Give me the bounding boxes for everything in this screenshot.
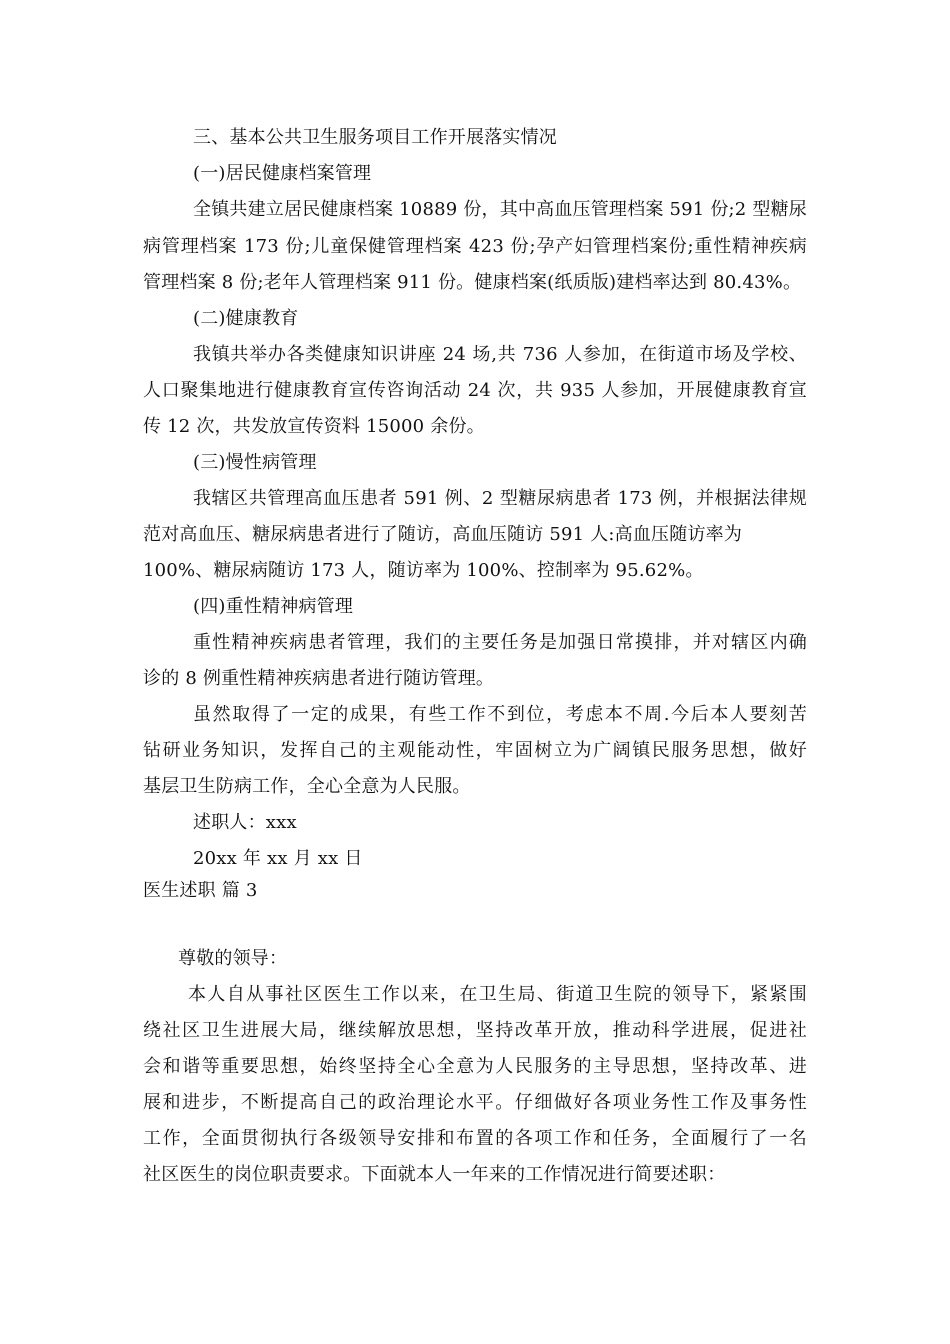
- paragraph-line: 范对高血压、糖尿病患者进行了随访，高血压随访 591 人:高血压随访率为: [143, 524, 743, 545]
- paragraph-line: 病管理档案 173 份;儿童保健管理档案 423 份;孕产妇管理档案份;重性精神疾病: [143, 236, 807, 257]
- paragraph-line: 人口聚集地进行健康教育宣传咨询活动 24 次，共 935 人参加，开展健康教育宣: [143, 380, 807, 401]
- date: 20xx 年 xx 月 xx 日: [193, 848, 363, 869]
- next-section-title: 医生述职 篇 3: [143, 880, 258, 901]
- salutation: 尊敬的领导：: [178, 948, 288, 969]
- subsection-heading: (三)慢性病管理: [193, 452, 317, 473]
- paragraph-line: 基层卫生防病工作，全心全意为人民服。: [143, 776, 471, 797]
- paragraph-line: 诊的 8 例重性精神疾病患者进行随访管理。: [143, 668, 495, 689]
- paragraph-line: 绕社区卫生进展大局，继续解放思想，坚持改革开放，推动科学进展，促进社: [143, 1020, 807, 1041]
- paragraph-line: 我镇共举办各类健康知识讲座 24 场,共 736 人参加，在街道市场及学校、: [193, 344, 807, 365]
- paragraph-line: 钻研业务知识，发挥自己的主观能动性，牢固树立为广阔镇民服务思想，做好: [143, 740, 807, 761]
- paragraph-line: 工作，全面贯彻执行各级领导安排和布置的各项工作和任务，全面履行了一名: [143, 1128, 807, 1149]
- subsection-heading: (二)健康教育: [193, 308, 299, 329]
- paragraph-line: 我辖区共管理高血压患者 591 例、2 型糖尿病患者 173 例，并根据法律规: [193, 488, 807, 509]
- paragraph-line: 会和谐等重要思想，始终坚持全心全意为人民服务的主导思想，坚持改革、进: [143, 1056, 807, 1077]
- signature: 述职人：xxx: [193, 812, 297, 833]
- paragraph-line: 虽然取得了一定的成果，有些工作不到位，考虑本不周.今后本人要刻苦: [193, 704, 807, 725]
- paragraph-line: 管理档案 8 份;老年人管理档案 911 份。健康档案(纸质版)建档率达到 80.43%。: [143, 272, 802, 293]
- subsection-heading: (四)重性精神病管理: [193, 596, 354, 617]
- subsection-heading: (一)居民健康档案管理: [193, 163, 372, 184]
- paragraph-line: 100%、糖尿病随访 173 人，随访率为 100%、控制率为 95.62%。: [143, 560, 704, 581]
- section-heading: 三、基本公共卫生服务项目工作开展落实情况: [193, 127, 557, 148]
- paragraph-line: 重性精神疾病患者管理，我们的主要任务是加强日常摸排，并对辖区内确: [193, 632, 807, 653]
- paragraph-line: 本人自从事社区医生工作以来，在卫生局、街道卫生院的领导下，紧紧围: [188, 984, 807, 1005]
- paragraph-line: 传 12 次，共发放宣传资料 15000 余份。: [143, 416, 485, 437]
- paragraph-line: 社区医生的岗位职责要求。下面就本人一年来的工作情况进行简要述职：: [143, 1164, 726, 1185]
- paragraph-line: 全镇共建立居民健康档案 10889 份，其中高血压管理档案 591 份;2 型糖尿: [193, 199, 807, 220]
- paragraph-line: 展和进步，不断提高自己的政治理论水平。仔细做好各项业务性工作及事务性: [143, 1092, 807, 1113]
